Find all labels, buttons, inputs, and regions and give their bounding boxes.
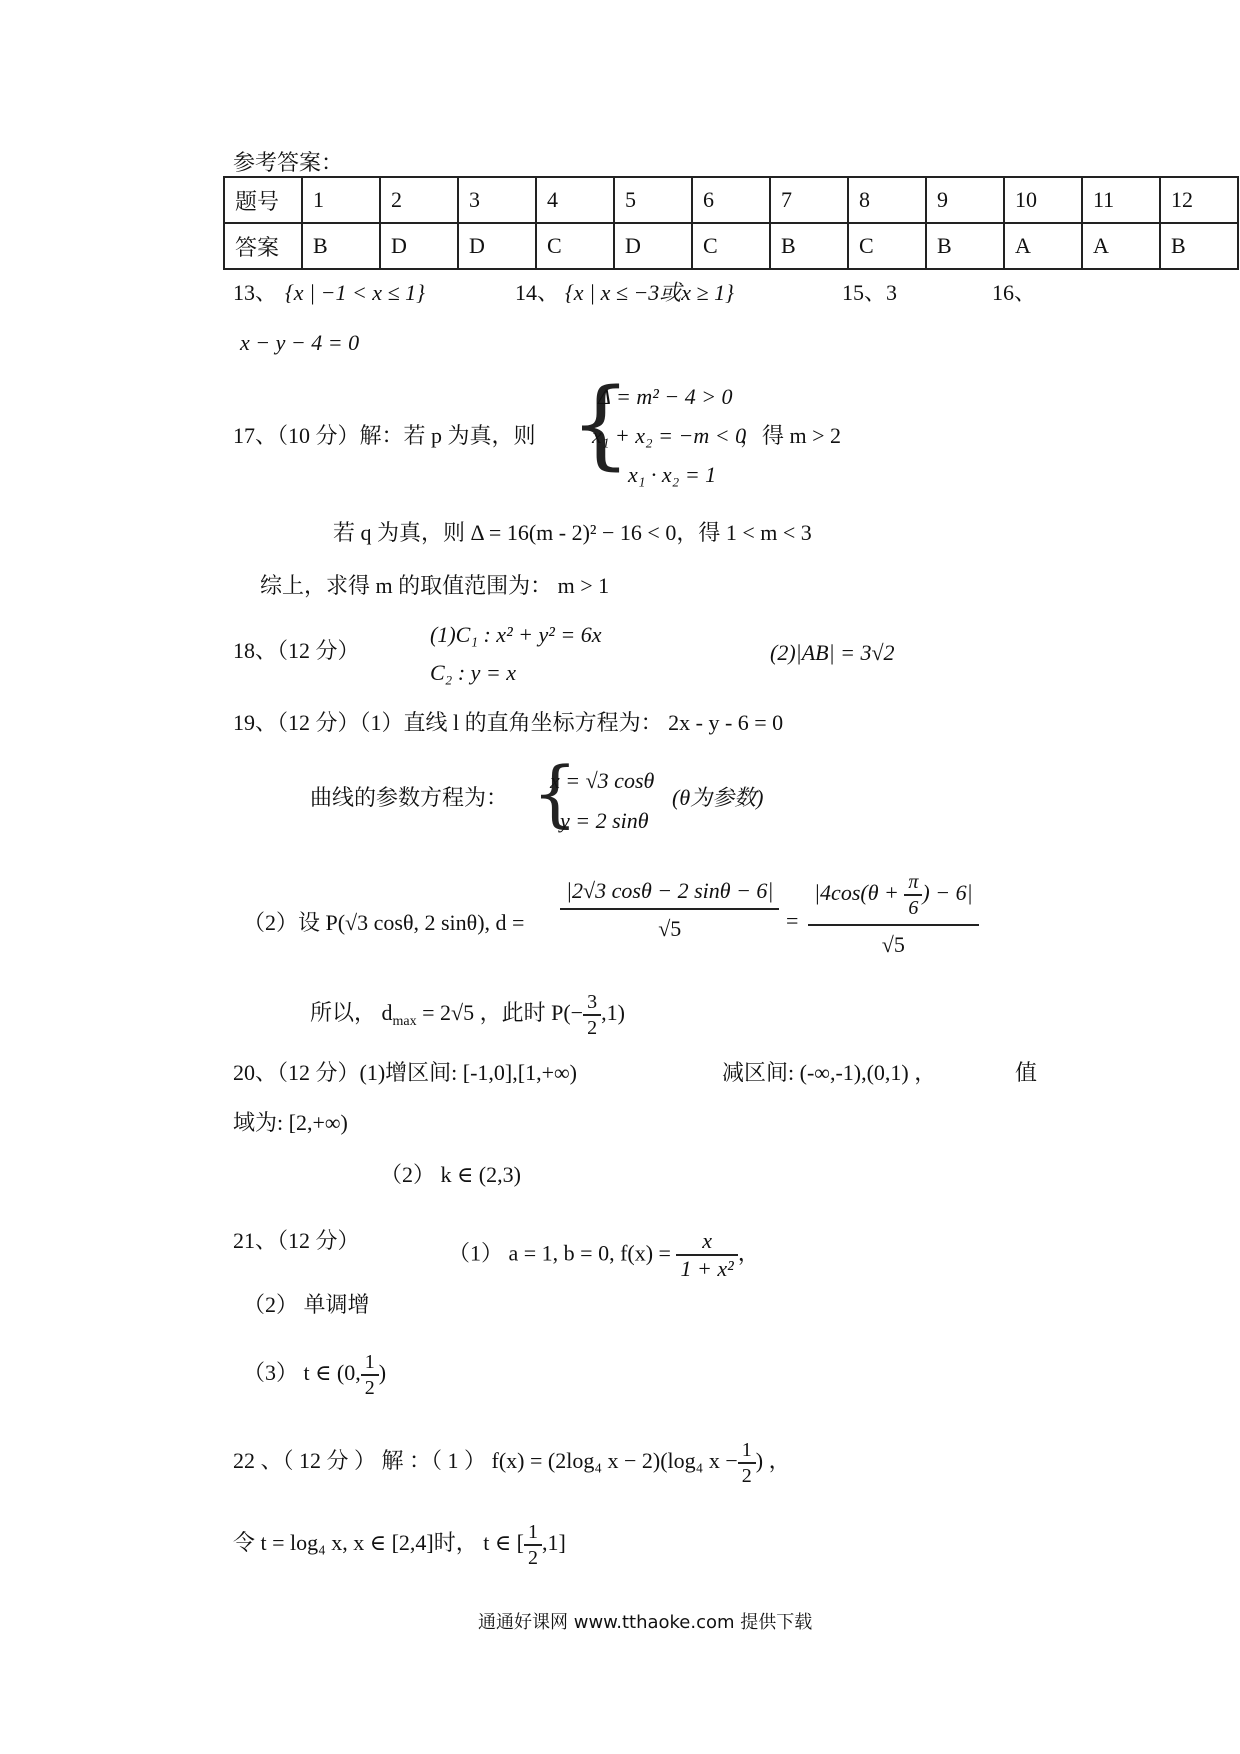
fraction-x-over-1-plus-x2 bbox=[676, 1228, 737, 1283]
fraction-denominator: √5 bbox=[881, 932, 905, 957]
table-cell: A bbox=[1004, 223, 1082, 269]
table-cell: 1 bbox=[302, 177, 380, 223]
q19-eq1: x = √3 cosθ bbox=[550, 768, 655, 793]
q22-line1 bbox=[233, 1438, 791, 1488]
table-cell: B bbox=[1160, 223, 1238, 269]
line2-text: 令 t = log₄ x, x ∈ [2,4]时， t ∈ [ bbox=[233, 1530, 524, 1556]
fraction-numerator bbox=[808, 870, 979, 926]
q20-line1-value: 值 bbox=[1015, 1060, 1038, 1085]
q20-part2: （2） k ∈ (2,3) bbox=[380, 1162, 521, 1187]
table-row bbox=[224, 223, 1238, 269]
table-cell: 2 bbox=[380, 177, 458, 223]
distance-fraction-2 bbox=[808, 870, 979, 958]
fraction-denominator: 2 bbox=[527, 1547, 538, 1569]
table-cell: A bbox=[1082, 223, 1160, 269]
q19-conclusion bbox=[310, 990, 625, 1040]
q17-line2: 若 q 为真，则 Δ = 16(m - 2)² − 16 < 0，得 1 < m < 3 bbox=[333, 520, 812, 545]
q17-system-line1: Δ = m² − 4 > 0 bbox=[598, 384, 733, 409]
table-cell: B bbox=[926, 223, 1004, 269]
fraction-denominator: 2 bbox=[364, 1377, 375, 1399]
table-cell: B bbox=[770, 223, 848, 269]
fraction-denominator: √5 bbox=[658, 916, 682, 942]
fraction-numerator: |2√3 cosθ − 2 sinθ − 6| bbox=[560, 878, 779, 910]
q18-part1-c1: (1)C₁ : x² + y² = 6x bbox=[430, 622, 602, 647]
fraction-1-over-2 bbox=[524, 1520, 542, 1570]
fraction-1-over-2 bbox=[738, 1438, 756, 1488]
q17-system-line2: x₁ + x₂ = −m < 0 bbox=[592, 423, 747, 448]
system-brace: { bbox=[570, 368, 632, 480]
q16-answer: x − y − 4 = 0 bbox=[240, 330, 360, 355]
conclusion-text: 所以， d bbox=[310, 1000, 393, 1026]
q20-line1-increase: 20、（12 分）(1)增区间: [-1,0],[1,+∞) bbox=[233, 1060, 577, 1085]
fraction-numerator: 3 bbox=[583, 990, 601, 1016]
table-cell: 3 bbox=[458, 177, 536, 223]
line1-text: ) ， bbox=[755, 1448, 791, 1474]
q19-param-note: (θ为参数) bbox=[672, 785, 764, 810]
part1-text: （1） a = 1, b = 0, f(x) = bbox=[448, 1240, 671, 1266]
q18-part2: (2)|AB| = 3√2 bbox=[770, 640, 895, 665]
equals-sign: = bbox=[786, 908, 799, 933]
table-cell: C bbox=[692, 223, 770, 269]
fraction-numerator: 1 bbox=[524, 1520, 542, 1546]
pi-numerator: π bbox=[904, 870, 922, 896]
table-cell: 8 bbox=[848, 177, 926, 223]
table-cell: 5 bbox=[614, 177, 692, 223]
fraction-3-over-2 bbox=[583, 990, 601, 1040]
q21-part1 bbox=[448, 1228, 760, 1283]
q19-curve-label: 曲线的参数方程为： bbox=[310, 785, 509, 810]
q14-answer: {x | x ≤ −3或x ≥ 1} bbox=[565, 280, 734, 305]
fraction-numerator: 1 bbox=[738, 1438, 756, 1464]
q19-line1: 19、（12 分）（1）直线 l 的直角坐标方程为： 2x - y - 6 = 0 bbox=[233, 710, 784, 735]
q13-answer: {x | −1 < x ≤ 1} bbox=[285, 280, 425, 305]
numerator-part: |4cos(θ + bbox=[814, 880, 905, 906]
table-cell: 12 bbox=[1160, 177, 1238, 223]
table-cell: 6 bbox=[692, 177, 770, 223]
line2-text: ,1] bbox=[541, 1530, 566, 1556]
q21-label: 21、（12 分） bbox=[233, 1228, 360, 1253]
fraction-numerator: 1 bbox=[361, 1350, 379, 1376]
q13-label: 13、 bbox=[233, 280, 278, 305]
table-row bbox=[224, 177, 1238, 223]
table-header-cell: 题号 bbox=[224, 177, 302, 223]
q16-label: 16、 bbox=[992, 280, 1037, 305]
q22-line2 bbox=[233, 1520, 566, 1570]
line1-text: 22 、（ 12 分 ） 解 ：（ 1 ） f(x) = (2log₄ x − 2)(log₄ x − bbox=[233, 1448, 738, 1474]
table-cell: C bbox=[536, 223, 614, 269]
fraction-numerator: x bbox=[676, 1228, 737, 1256]
table-cell: D bbox=[380, 223, 458, 269]
q14-label: 14、 bbox=[515, 280, 560, 305]
pi-over-six bbox=[904, 870, 922, 920]
table-header-cell: 答案 bbox=[224, 223, 302, 269]
system-brace: { bbox=[532, 751, 578, 835]
page-title: 参考答案： bbox=[233, 150, 344, 175]
table-cell: 11 bbox=[1082, 177, 1160, 223]
fraction-denominator: 2 bbox=[587, 1017, 598, 1039]
table-cell: 4 bbox=[536, 177, 614, 223]
table-cell: 7 bbox=[770, 177, 848, 223]
conclusion-text: = 2√5 ，此时 P(− bbox=[416, 1000, 584, 1026]
part3-text: ) bbox=[378, 1360, 387, 1386]
fraction-denominator: 2 bbox=[741, 1465, 752, 1487]
q15-answer: 15、3 bbox=[842, 280, 898, 305]
q17-result1: ，得 m > 2 bbox=[740, 423, 842, 448]
q20-line1-decrease: 减区间: (-∞,-1),(0,1) ， bbox=[722, 1060, 937, 1085]
fraction-1-over-2 bbox=[361, 1350, 379, 1400]
q19-part2-prefix: （2）设 P(√3 cosθ, 2 sinθ), d = bbox=[243, 910, 525, 935]
max-subscript: max bbox=[392, 1014, 417, 1030]
q21-part3 bbox=[243, 1350, 386, 1400]
table-cell: 9 bbox=[926, 177, 1004, 223]
distance-fraction-1 bbox=[560, 878, 779, 943]
answer-table bbox=[223, 176, 1239, 270]
fraction-denominator: 1 + x² bbox=[680, 1256, 734, 1282]
table-cell: D bbox=[458, 223, 536, 269]
comma: ， bbox=[737, 1240, 760, 1266]
q17-line3: 综上，求得 m 的取值范围为： m > 1 bbox=[260, 573, 610, 598]
q21-part2: （2） 单调增 bbox=[243, 1292, 370, 1317]
numerator-part: ) − 6| bbox=[922, 880, 973, 906]
conclusion-text: ,1) bbox=[601, 1000, 625, 1026]
q17-system-line3: x₁ · x₂ = 1 bbox=[628, 462, 717, 487]
part3-text: （3） t ∈ (0, bbox=[243, 1360, 361, 1386]
q19-eq2: y = 2 sinθ bbox=[560, 808, 649, 833]
table-cell: D bbox=[614, 223, 692, 269]
six-denominator: 6 bbox=[908, 897, 919, 919]
q18-label: 18、（12 分） bbox=[233, 638, 360, 663]
q18-part1-c2: C₂ : y = x bbox=[430, 660, 517, 685]
table-cell: 10 bbox=[1004, 177, 1082, 223]
table-cell: C bbox=[848, 223, 926, 269]
footer-text: 通通好课网 www.tthaoke.com 提供下载 bbox=[478, 1612, 813, 1633]
q20-range: 域为: [2,+∞) bbox=[233, 1110, 348, 1135]
table-cell: B bbox=[302, 223, 380, 269]
q17-intro: 17、（10 分）解：若 p 为真，则 bbox=[233, 423, 536, 448]
